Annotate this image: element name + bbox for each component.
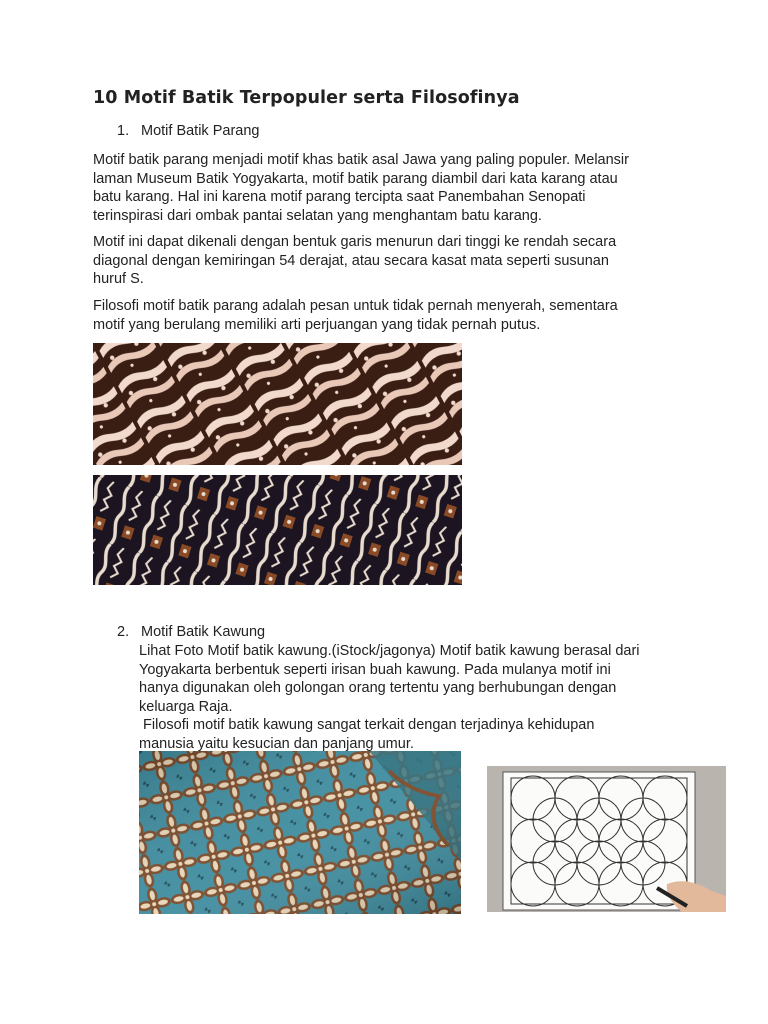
kawung-drawing-image <box>487 766 726 912</box>
text-line: Filosofi motif batik kawung sangat terkait dengan terjadinya kehidupan <box>139 717 595 733</box>
text-line: diagonal dengan kemiringan 54 derajat, atau secara kasat mata seperti susunan <box>93 252 609 269</box>
parang-batik-image-light <box>93 343 462 465</box>
text-line: Motif ini dapat dikenali dengan bentuk garis menurun dari tinggi ke rendah secara <box>93 234 617 250</box>
parang-paragraph-2 <box>93 233 693 289</box>
section2-title: Motif Batik Kawung <box>141 624 266 640</box>
text-line: Motif batik parang menjadi motif khas batik asal Jawa yang paling populer. Melansir <box>93 152 629 168</box>
text-line: Filosofi motif batik parang adalah pesan untuk tidak pernah menyerah, sementara <box>93 298 618 314</box>
text-line: motif yang berulang memiliki arti perjuangan yang tidak pernah putus. <box>93 316 541 333</box>
kawung-paragraph <box>139 642 699 753</box>
section1-title: Motif Batik Parang <box>141 123 260 139</box>
text-line: laman Museum Batik Yogyakarta, motif batik parang diambil dari kata karang atau <box>93 170 618 187</box>
text-line: batu karang. Hal ini karena motif parang tercipta saat Panembahan Senopati <box>93 189 586 205</box>
text-line: Yogyakarta berbentuk seperti irisan buah kawung. Pada mulanya motif ini <box>139 661 611 678</box>
parang-paragraph-1 <box>93 151 693 225</box>
document-title: 10 Motif Batik Terpopuler serta Filosofinya <box>93 88 520 108</box>
text-line: hanya digunakan oleh golongan orang tertentu yang berhubungan dengan <box>139 680 617 696</box>
section2-number: 2. <box>117 624 130 640</box>
parang-paragraph-3 <box>93 297 693 334</box>
section1-heading <box>117 123 259 139</box>
kawung-batik-fabric-image <box>139 751 461 914</box>
text-line: terinspirasi dari ombak pantai selatan yang menghantam batu karang. <box>93 207 542 224</box>
text-line: manusia yaitu kesucian dan panjang umur. <box>139 735 414 752</box>
section2-heading <box>117 624 265 640</box>
section1-number: 1. <box>117 123 130 139</box>
parang-batik-image-dark <box>93 475 462 585</box>
text-line: Lihat Foto Motif batik kawung.(iStock/jagonya) Motif batik kawung berasal dari <box>139 643 640 659</box>
text-line: keluarga Raja. <box>139 698 233 715</box>
text-line: huruf S. <box>93 271 144 287</box>
